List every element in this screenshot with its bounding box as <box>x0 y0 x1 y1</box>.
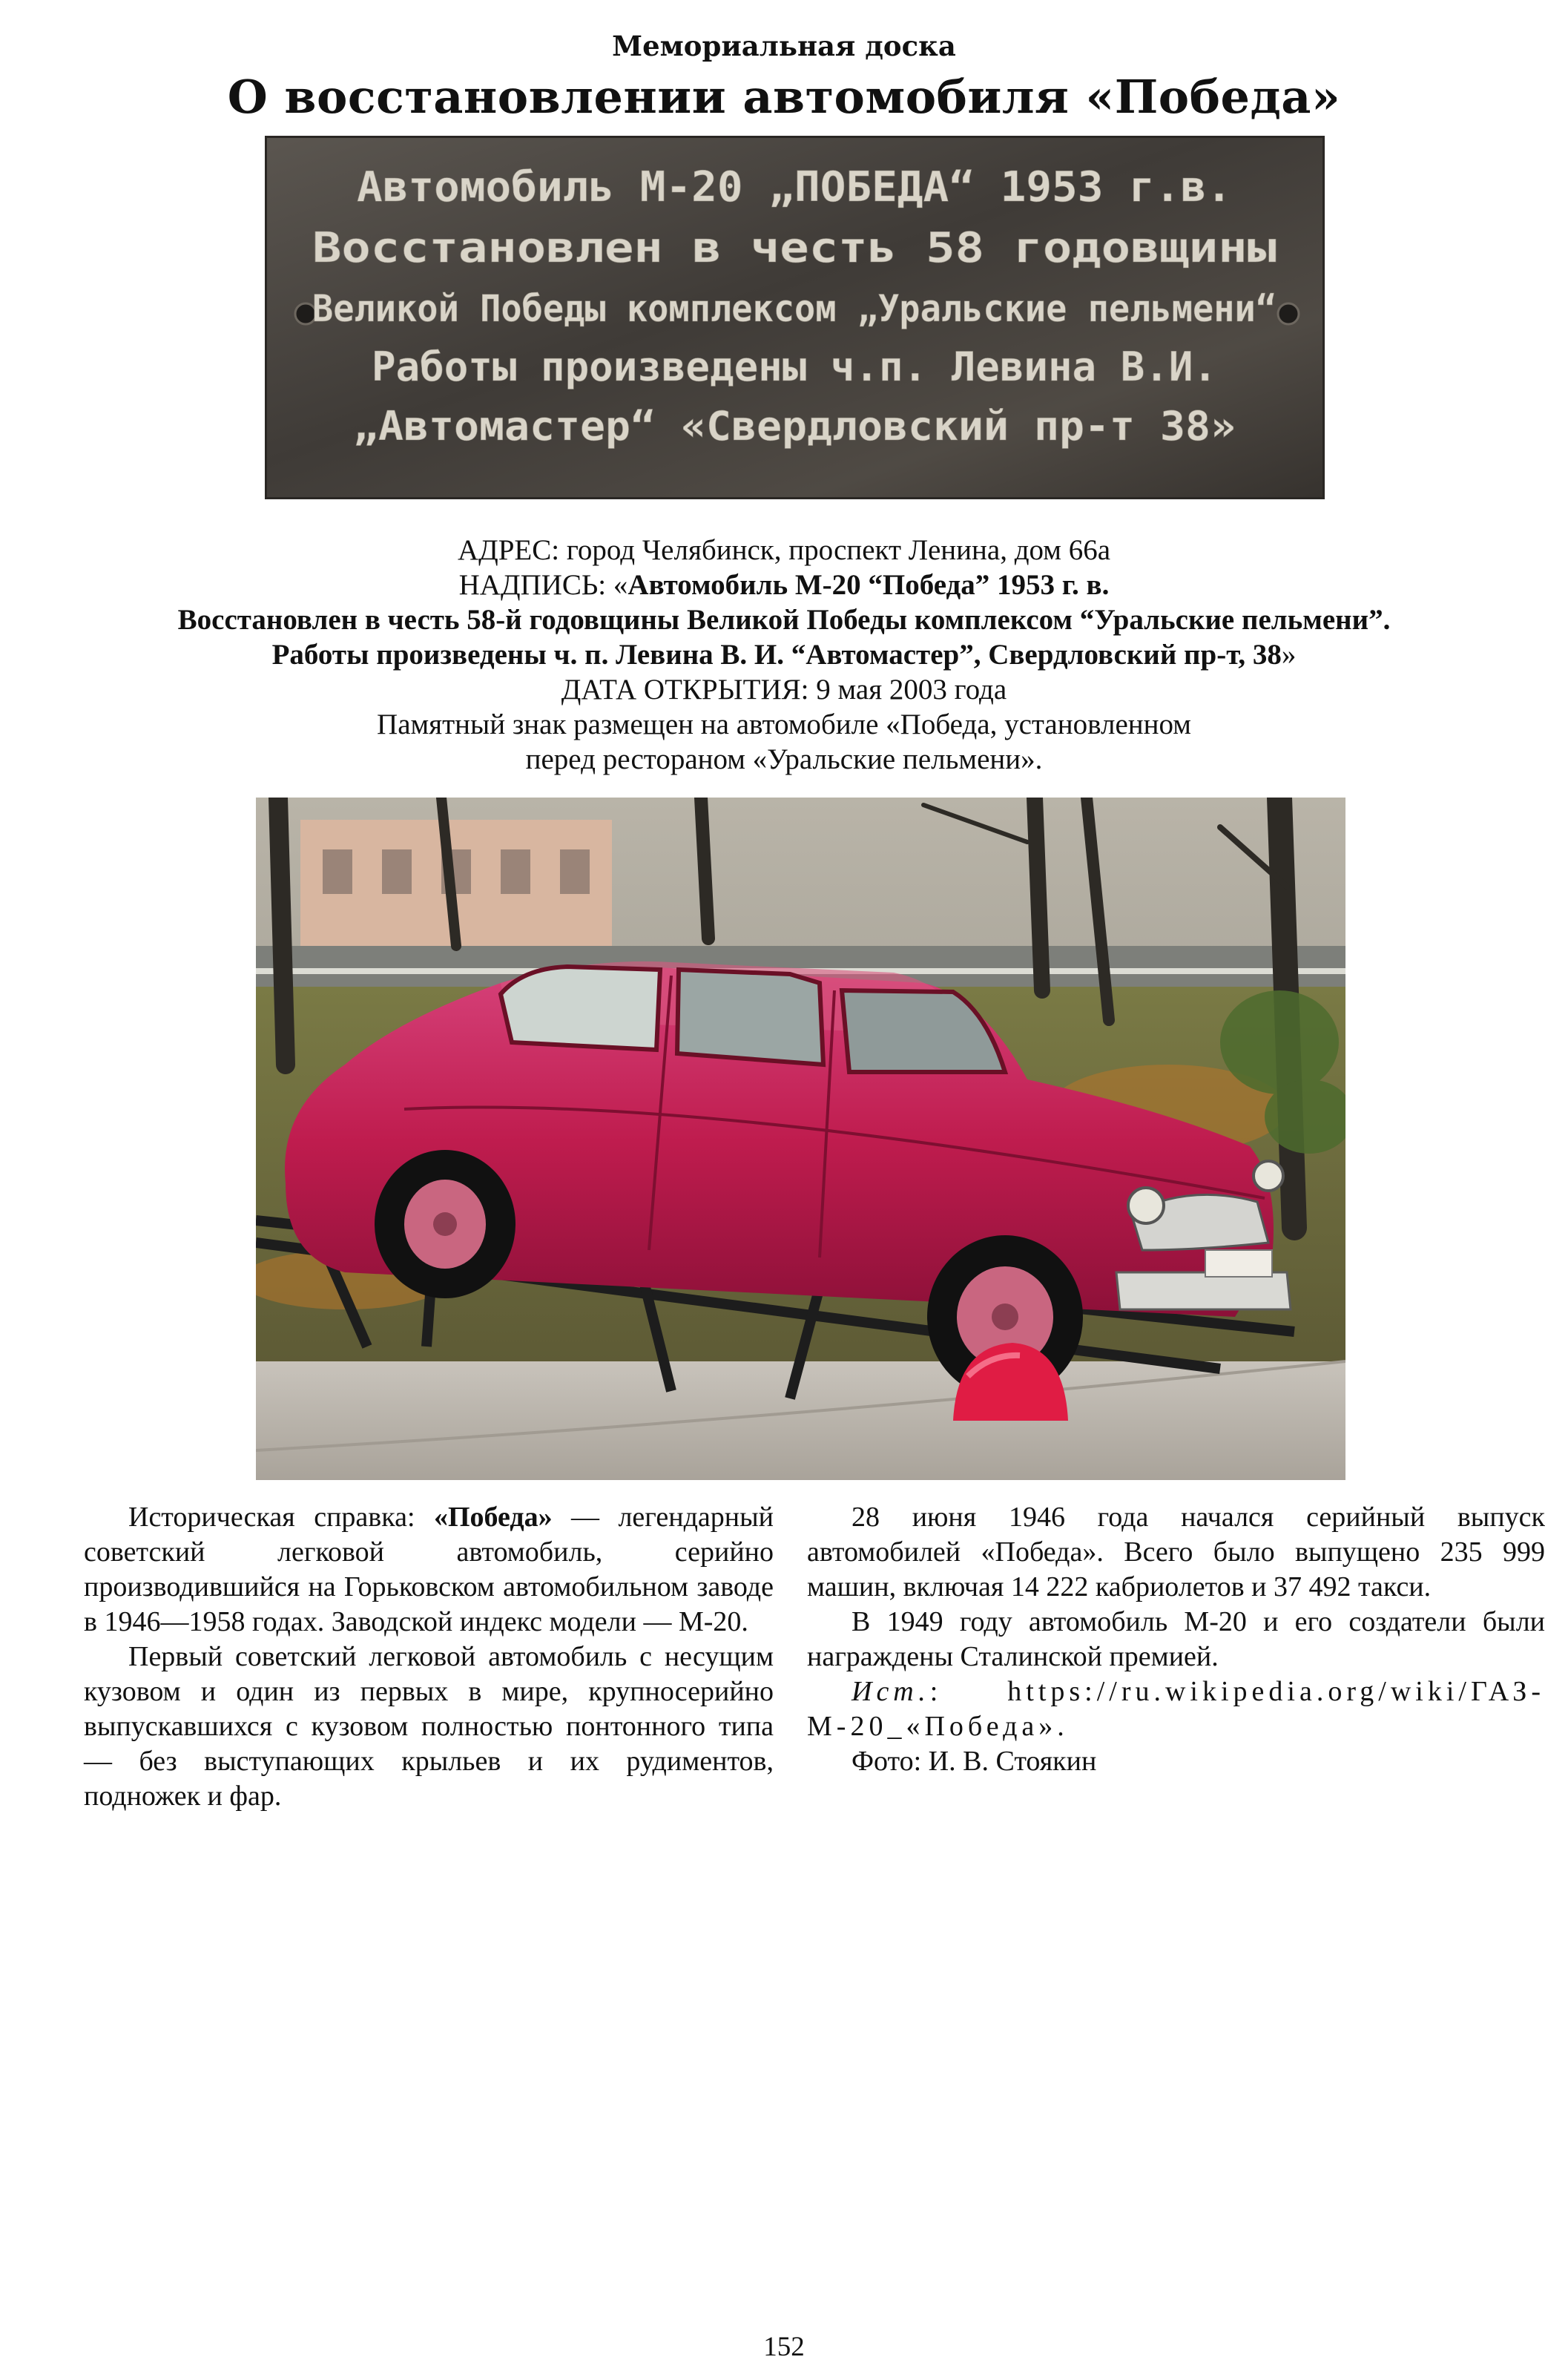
inscription-label: НАДПИСЬ: <box>458 569 607 601</box>
body-paragraph <box>84 1500 774 1640</box>
body-column-right <box>807 1500 1545 1779</box>
photo-credit: Фото: И. В. Стоякин <box>851 1746 1097 1777</box>
inscription-close-quote: » <box>1281 639 1297 671</box>
body-column-left <box>84 1500 774 1814</box>
monument-info <box>0 533 1568 777</box>
history-prefix: Историческая справка: <box>128 1502 434 1533</box>
date-value: 9 мая 2003 года <box>816 674 1007 706</box>
plaque-line: Великой Победы комплексом „Уральские пельмени“ <box>312 287 1277 330</box>
body-paragraph: В 1949 году автомобиль М-20 и его создатели были награждены Сталинской премией. <box>807 1606 1545 1672</box>
body-paragraph: Первый советский легковой автомобиль с несущим кузовом и один из первых в мире, крупносерийно выпускавшихся с кузовом полностью понтонного типа — без выступающих крыльев и их рудиментов, подножек и фар. <box>84 1641 774 1812</box>
plaque-line: Автомобиль М-20 „ПОБЕДА“ 1953 г.в. <box>357 163 1232 211</box>
screw-icon <box>1278 303 1299 324</box>
body-paragraph: 28 июня 1946 года начался серийный выпуск автомобилей «Победа». Всего было выпущено 235 999 машин, включая 14 222 кабриолетов и 37 492 такси. <box>807 1502 1545 1602</box>
page-number: 152 <box>763 2332 805 2362</box>
car-photo <box>256 798 1345 1480</box>
date-label: ДАТА ОТКРЫТИЯ: <box>561 674 809 706</box>
source-paragraph <box>807 1674 1545 1744</box>
address-line <box>0 533 1568 568</box>
inscription-text: Автомобиль М-20 “Победа” 1953 г. в. <box>627 569 1110 601</box>
plaque-line: Работы произведены ч.п. Левина В.И. <box>372 343 1217 390</box>
inscription-open-quote: « <box>613 569 628 601</box>
plaque-line: Восстановлен в честь 58 годовщины <box>312 224 1277 272</box>
source-label: Ист. <box>851 1676 930 1707</box>
page-title: О восстановлении автомобиля «Победа» <box>227 70 1341 124</box>
date-line <box>0 672 1568 707</box>
inscription-text: Работы произведены ч. п. Левина В. И. “Автомастер”, Свердловский пр-т, 38 <box>271 639 1282 671</box>
note-line: Памятный знак размещен на автомобиле «Победа, установленном <box>377 709 1191 740</box>
plaque-image <box>265 136 1325 499</box>
inscription-text: Восстановлен в честь 58-й годовщины Великой Победы комплексом “Уральские пельмени”. <box>177 604 1391 636</box>
address-value: город Челябинск, проспект Ленина, дом 66а <box>566 534 1111 566</box>
kicker: Мемориальная доска <box>612 30 956 62</box>
inscription-line <box>0 568 1568 602</box>
address-label: АДРЕС: <box>457 534 560 566</box>
inscription-line <box>0 637 1568 672</box>
note-line: перед рестораном «Уральские пельмени». <box>525 743 1043 775</box>
history-text: — легендарный советский легковой автомобиль, серийно производившийся на Горьковском автомобильном заводе в 1946—1958 годах. Заводской индекс модели — М-20. <box>84 1502 774 1637</box>
source-link[interactable]: : https://ru.wikipedia.org/wiki/ГАЗ-М-20_«Победа». <box>807 1676 1545 1742</box>
inscription-line <box>0 602 1568 637</box>
history-bold-name: «Победа» <box>433 1502 553 1533</box>
plaque-line: „Автомастер“ «Свердловский пр-т 38» <box>353 403 1236 450</box>
